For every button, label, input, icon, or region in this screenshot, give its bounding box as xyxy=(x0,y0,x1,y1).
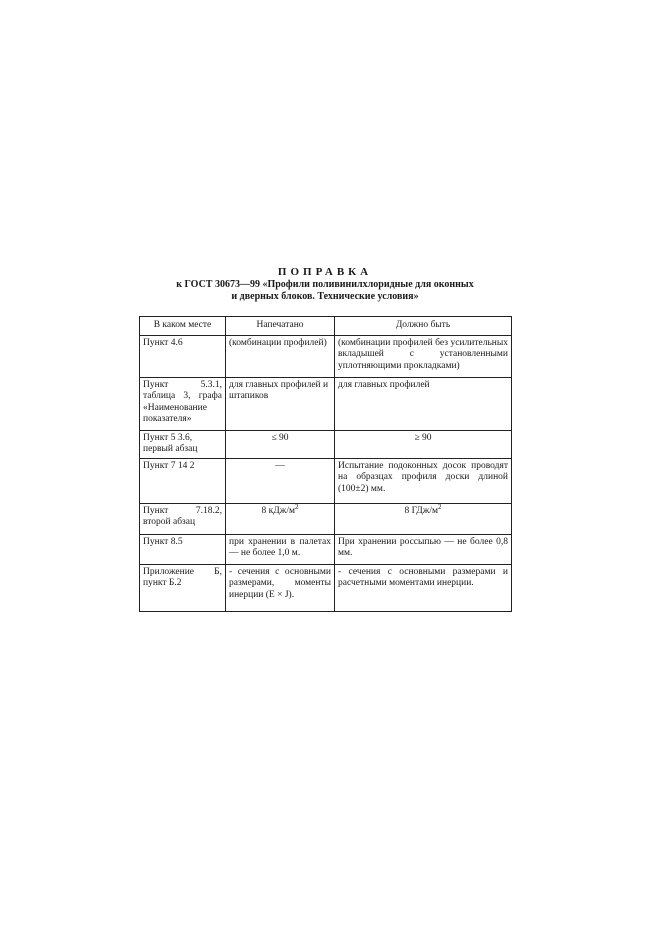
cell-printed: - сечения с основными размерами, моменты инерции (E × J). xyxy=(226,564,335,611)
cell-should-be: для главных профилей xyxy=(335,377,512,430)
printed-exponent: 2 xyxy=(294,502,299,511)
cell-should-be: - сечения с основными размерами и расчетными моментами инерции. xyxy=(335,564,512,611)
errata-title: ПОПРАВКА xyxy=(277,266,373,278)
cell-printed: — xyxy=(226,458,335,503)
cell-printed: ≤ 90 xyxy=(226,430,335,458)
cell-should-be: ≥ 90 xyxy=(335,430,512,458)
cell-should-be: При хранении россыпью — не более 0,8 мм. xyxy=(335,534,512,564)
cell-place: Пункт 4.6 xyxy=(140,335,226,377)
header-printed: Напечатано xyxy=(226,317,335,336)
table-row xyxy=(140,534,512,564)
errata-table xyxy=(139,316,512,612)
table-row xyxy=(140,564,512,611)
errata-subtitle-line-1: к ГОСТ 30673—99 «Профили поливинилхлоридные для оконных xyxy=(176,279,474,290)
errata-heading xyxy=(150,266,500,303)
cell-place: Пункт 8.5 xyxy=(140,534,226,564)
table-row xyxy=(140,377,512,430)
table-row xyxy=(140,458,512,503)
table-row xyxy=(140,503,512,534)
cell-printed: при хранении в палетах — не более 1,0 м. xyxy=(226,534,335,564)
cell-place: Пункт 5.3.1, таблица 3, графа «Наименование показателя» xyxy=(140,377,226,430)
cell-should-be: (комбинации профилей без усилительных вкладышей с установленными уплотняющими прокладками) xyxy=(335,335,512,377)
cell-printed: (комбинации профилей) xyxy=(226,335,335,377)
header-place: В каком месте xyxy=(140,317,226,336)
header-should-be: Должно быть xyxy=(335,317,512,336)
errata-subtitle-line-2: и дверных блоков. Технические условия» xyxy=(231,291,419,302)
table-header-row xyxy=(140,317,512,336)
should-be-value: 8 ГДж/м xyxy=(404,505,438,516)
printed-value: 8 кДж/м xyxy=(261,505,295,516)
cell-place: Пункт 7 14 2 xyxy=(140,458,226,503)
should-be-exponent: 2 xyxy=(437,502,442,511)
table-row xyxy=(140,335,512,377)
cell-printed xyxy=(226,503,335,534)
table-row xyxy=(140,430,512,458)
cell-should-be xyxy=(335,503,512,534)
cell-place: Приложение Б, пункт Б.2 xyxy=(140,564,226,611)
cell-should-be: Испытание подоконных досок проводят на образцах профиля доски длиной (100±2) мм. xyxy=(335,458,512,503)
cell-place: Пункт 5 3.6, первый абзац xyxy=(140,430,226,458)
cell-printed: для главных профилей и штапиков xyxy=(226,377,335,430)
cell-place: Пункт 7.18.2, второй абзац xyxy=(140,503,226,534)
